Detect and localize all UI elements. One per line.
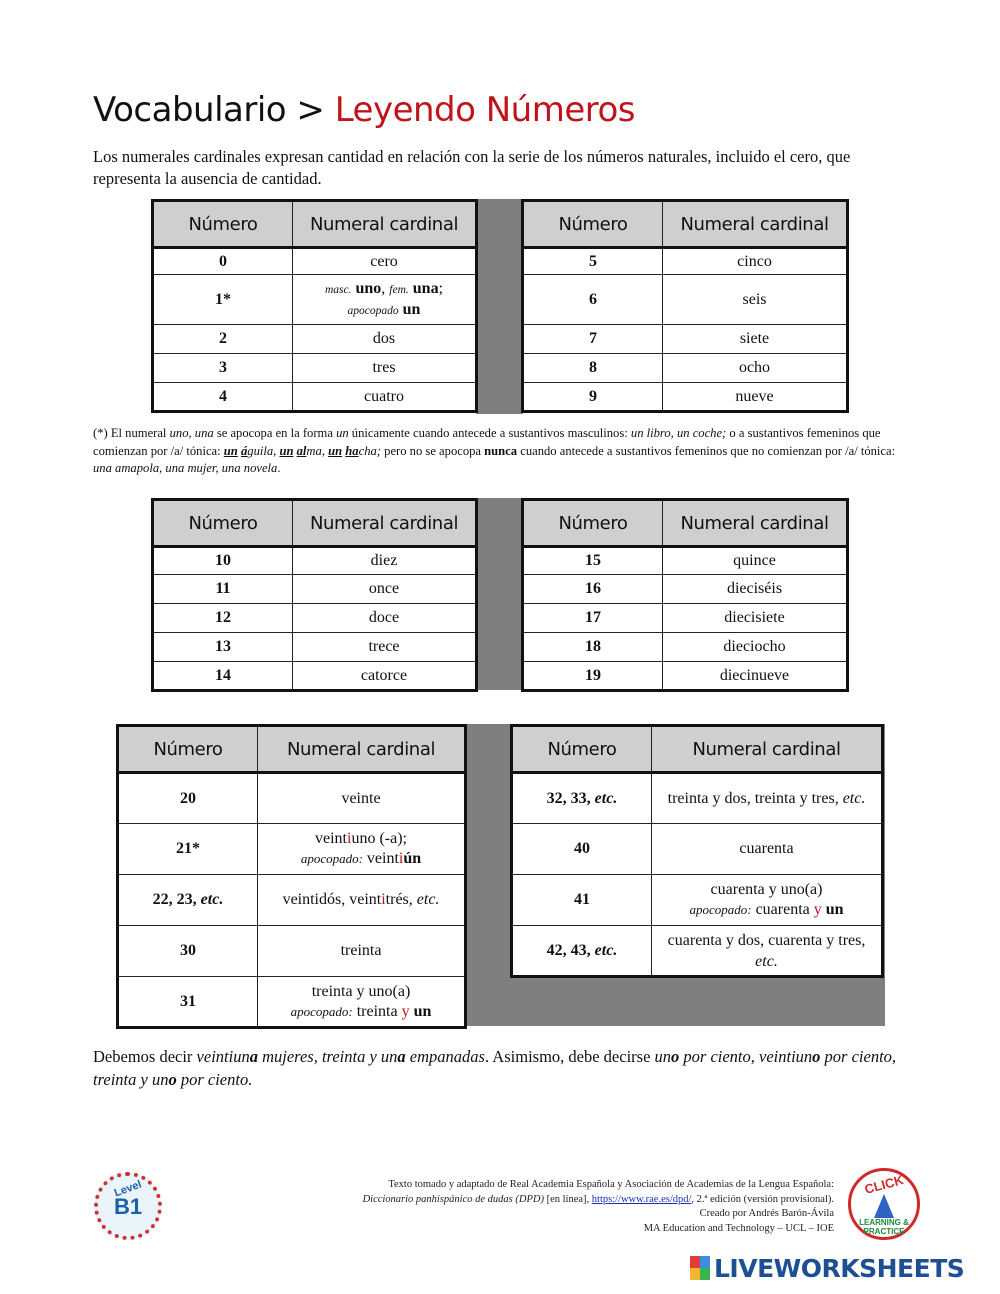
gray-divider-2 <box>476 498 523 690</box>
cardinal-cell: masc. uno, fem. una; apocopado un <box>293 275 477 325</box>
table-row <box>523 248 848 275</box>
table-row <box>512 926 883 977</box>
number-cell: 30 <box>118 926 258 977</box>
table-row <box>153 354 477 383</box>
title-section: Vocabulario > <box>93 90 335 130</box>
cardinal-cell: diecisiete <box>663 604 848 633</box>
table-row <box>512 824 883 875</box>
number-cell: 10 <box>153 547 293 575</box>
header-cardinal: Numeral cardinal <box>652 726 883 773</box>
header-number: Número <box>153 500 293 547</box>
header-number: Número <box>523 201 663 248</box>
table-row <box>153 662 477 691</box>
page-title <box>93 90 635 130</box>
table-row <box>118 773 466 824</box>
header-number: Número <box>523 500 663 547</box>
number-cell: 15 <box>523 547 663 575</box>
header-number: Número <box>153 201 293 248</box>
table-10-14 <box>151 498 478 692</box>
table-0-4 <box>151 199 478 413</box>
table-row <box>153 633 477 662</box>
number-cell: 32, 33, etc. <box>512 773 652 824</box>
header-cardinal: Numeral cardinal <box>663 201 848 248</box>
cardinal-cell: cero <box>293 248 477 275</box>
number-cell: 21* <box>118 824 258 875</box>
header-number: Número <box>118 726 258 773</box>
number-cell: 2 <box>153 325 293 354</box>
cardinal-cell: treinta <box>258 926 466 977</box>
header-cardinal: Numeral cardinal <box>663 500 848 547</box>
intro-paragraph: Los numerales cardinales expresan cantidad en relación con la serie de los números naturales, incluido el cero, que representa la ausencia de cantidad. <box>93 147 851 188</box>
number-cell: 3 <box>153 354 293 383</box>
cardinal-cell: once <box>293 575 477 604</box>
cardinal-cell: doce <box>293 604 477 633</box>
number-cell: 16 <box>523 575 663 604</box>
cursor-arrow-icon <box>874 1194 894 1218</box>
number-cell: 13 <box>153 633 293 662</box>
table-row <box>153 604 477 633</box>
cardinal-cell: dos <box>293 325 477 354</box>
table-row <box>523 325 848 354</box>
table-row <box>153 575 477 604</box>
table-row <box>153 275 477 325</box>
number-cell: 41 <box>512 875 652 926</box>
click-logo: CLICK LEARNING & PRACTICE <box>848 1168 920 1240</box>
cardinal-cell: ocho <box>663 354 848 383</box>
table-row <box>523 275 848 325</box>
number-cell: 19 <box>523 662 663 691</box>
cardinal-cell: dieciocho <box>663 633 848 662</box>
table-row <box>153 547 477 575</box>
cardinal-cell: tres <box>293 354 477 383</box>
number-cell: 0 <box>153 248 293 275</box>
cardinal-cell: veintiuno (-a); apocopado: veintiún <box>258 824 466 875</box>
cardinal-cell: cuatro <box>293 383 477 412</box>
number-cell: 14 <box>153 662 293 691</box>
cardinal-cell: diez <box>293 547 477 575</box>
number-cell: 11 <box>153 575 293 604</box>
cardinal-cell: veinte <box>258 773 466 824</box>
table-row <box>523 547 848 575</box>
number-cell: 12 <box>153 604 293 633</box>
number-cell: 7 <box>523 325 663 354</box>
cardinal-cell: seis <box>663 275 848 325</box>
table-row <box>118 977 466 1028</box>
gray-divider-1 <box>476 199 523 414</box>
cardinal-cell: cuarenta y dos, cuarenta y tres, etc. <box>652 926 883 977</box>
table-row <box>118 824 466 875</box>
cardinal-cell: treinta y uno(a) apocopado: treinta y un <box>258 977 466 1028</box>
table-20-31 <box>116 724 467 1029</box>
cardinal-cell: nueve <box>663 383 848 412</box>
cardinal-cell: cinco <box>663 248 848 275</box>
number-cell: 20 <box>118 773 258 824</box>
table-row <box>523 662 848 691</box>
table-row <box>523 354 848 383</box>
number-cell: 4 <box>153 383 293 412</box>
liveworksheets-logo-icon <box>690 1256 710 1280</box>
cardinal-cell: trece <box>293 633 477 662</box>
number-cell: 17 <box>523 604 663 633</box>
dpd-link[interactable]: https://www.rae.es/dpd/ <box>591 1193 692 1205</box>
cardinal-cell: dieciséis <box>663 575 848 604</box>
cardinal-cell: cuarenta <box>652 824 883 875</box>
table-row <box>512 773 883 824</box>
source-credit: Texto tomado y adaptado de Real Academia Española y Asociación de Academias de la Lengua Española: Diccionario panhispánico de dudas (DPD) [en línea], https://www.rae.es/dpd/, 2.ª edición (versión provisional). Creado por Andrés Barón-Ávila MA Education and Technology – UCL – IOE <box>362 1179 834 1234</box>
table-row <box>153 325 477 354</box>
number-cell: 42, 43, etc. <box>512 926 652 977</box>
number-cell: 1* <box>153 275 293 325</box>
cardinal-cell: diecinueve <box>663 662 848 691</box>
number-cell: 6 <box>523 275 663 325</box>
number-cell: 18 <box>523 633 663 662</box>
closing-paragraph: Debemos decir veintiuna mujeres, treinta y una empanadas. Asimismo, debe decirse uno por ciento, veintiuno por ciento, treinta y uno por ciento. <box>93 1047 897 1089</box>
number-cell: 22, 23, etc. <box>118 875 258 926</box>
header-cardinal: Numeral cardinal <box>293 201 477 248</box>
cardinal-cell: veintidós, veintitrés, etc. <box>258 875 466 926</box>
table-15-19 <box>521 498 849 692</box>
number-cell: 5 <box>523 248 663 275</box>
table-row <box>153 248 477 275</box>
table-32-43 <box>510 724 884 978</box>
cardinal-cell: treinta y dos, treinta y tres, etc. <box>652 773 883 824</box>
level-badge: Level B1 <box>94 1172 162 1240</box>
table-5-9 <box>521 199 849 413</box>
table-row <box>523 575 848 604</box>
cardinal-cell: quince <box>663 547 848 575</box>
apocope-note: (*) El numeral uno, una se apocopa en la forma un únicamente cuando antecede a sustantivos masculinos: un libro, un coche; o a sustantivos femeninos que comienzan por /a/ tónica: un águila, un alma, un hacha; pero no se apocopa nunca cuando antecede a sustantivos femeninos que no comienzan por /a/ tónica: una amapola, una mujer, una novela. <box>93 426 896 476</box>
header-number: Número <box>512 726 652 773</box>
number-cell: 8 <box>523 354 663 383</box>
number-cell: 9 <box>523 383 663 412</box>
cardinal-cell: cuarenta y uno(a) apocopado: cuarenta y un <box>652 875 883 926</box>
number-cell: 31 <box>118 977 258 1028</box>
cardinal-cell: catorce <box>293 662 477 691</box>
table-row <box>153 383 477 412</box>
liveworksheets-brand: LIVEWORKSHEETS <box>690 1252 964 1284</box>
cardinal-cell: siete <box>663 325 848 354</box>
table-row <box>523 633 848 662</box>
table-row <box>523 383 848 412</box>
number-cell: 40 <box>512 824 652 875</box>
title-topic: Leyendo Números <box>334 90 636 130</box>
table-row <box>118 875 466 926</box>
header-cardinal: Numeral cardinal <box>293 500 477 547</box>
header-cardinal: Numeral cardinal <box>258 726 466 773</box>
table-row <box>523 604 848 633</box>
table-row <box>118 926 466 977</box>
table-row <box>512 875 883 926</box>
